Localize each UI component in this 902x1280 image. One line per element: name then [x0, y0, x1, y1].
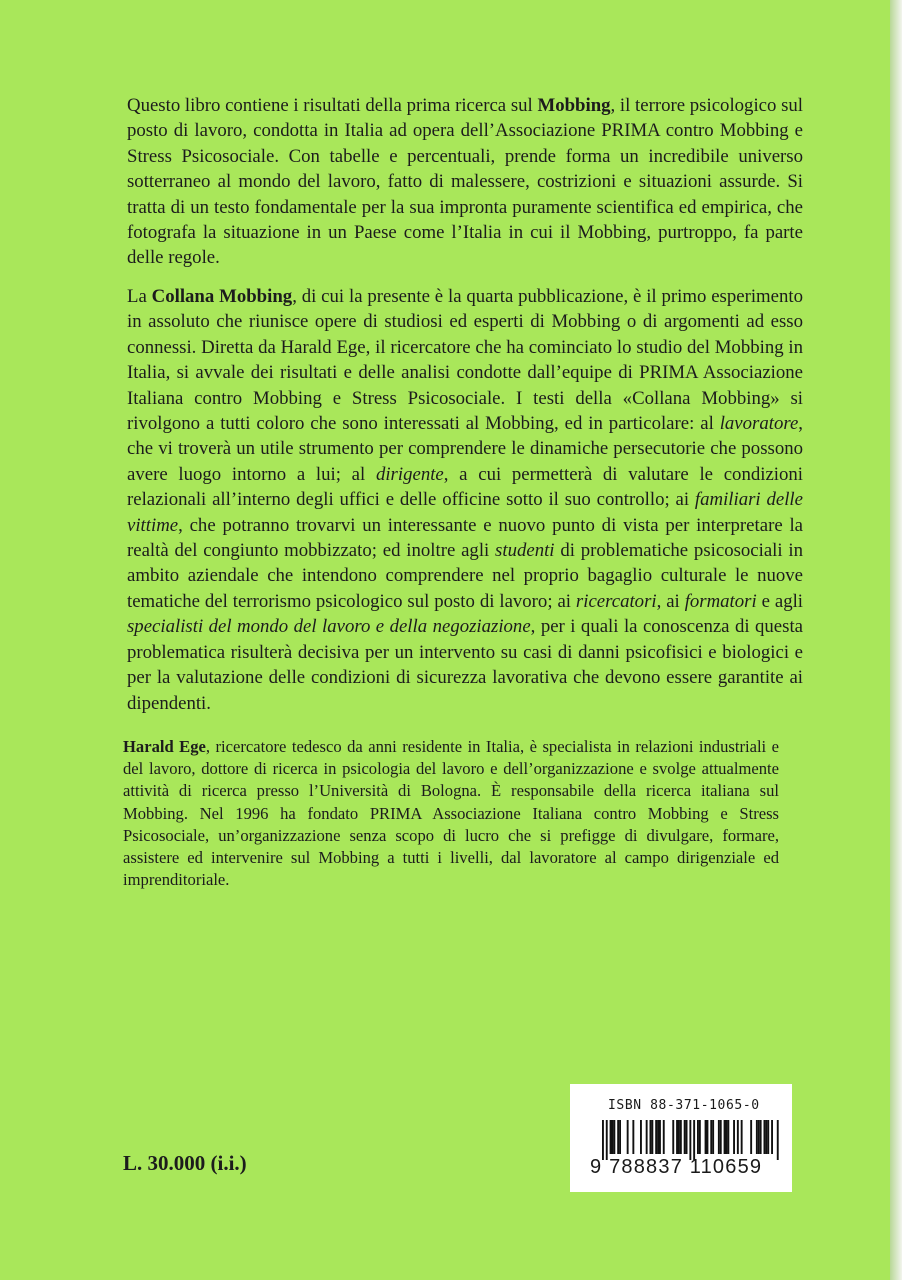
barcode-bar	[724, 1120, 726, 1154]
isbn-text: ISBN 88-371-1065-0	[608, 1098, 760, 1113]
barcode-bar	[650, 1120, 652, 1154]
barcode-bar	[710, 1120, 712, 1154]
barcode-bar	[699, 1120, 701, 1154]
text-run: La	[127, 286, 152, 307]
italic-term: ricercatori	[575, 590, 657, 612]
text-run: Questo libro contiene i risultati della prima ricerca sul	[127, 95, 538, 116]
barcode-bar	[777, 1120, 779, 1160]
author-bio-text: , ricercatore tedesco da anni residente in Italia, è specialista in relazioni industriali e del lavoro, dottore di ricerca in psicologia del lavoro e dell’organizzazione e svolge attualmente attività di ricerca presso l’Università di Bologna. È responsabile della ricerca italiana sul Mobbing. Nel 1996 ha fondato PRIMA Associazione Italiana contro Mobbing e Stress Psicosociale, un’organizzazione senza scopo di lucro che si prefigge di divulgare, formare, assistere ed intervenire sul Mobbing a tutti i livelli, dal lavoratore al campo dirigenziale ed imprenditoriale.	[123, 737, 779, 890]
text-run: , che potranno trovarvi un interessante e nuovo punto di vista per interpretare la realtà del congiunto mobbizzato; ed inoltre agli	[127, 514, 803, 562]
barcode-bar	[659, 1120, 661, 1154]
barcode-bar	[606, 1120, 608, 1160]
barcode-bar	[758, 1120, 760, 1154]
page-edge	[890, 0, 902, 1280]
barcode-bar	[651, 1120, 653, 1154]
barcode-bar	[689, 1120, 691, 1160]
bold-term-mobbing: Mobbing	[537, 95, 611, 116]
text-run: e agli	[756, 590, 804, 612]
barcode-bar	[680, 1120, 682, 1154]
barcode-bar	[737, 1120, 739, 1154]
bold-term-collana: Collana Mobbing	[151, 286, 293, 307]
barcode-bar	[741, 1120, 743, 1154]
barcode-bar	[612, 1120, 614, 1154]
barcode-bar	[712, 1120, 714, 1154]
barcode-label	[570, 1084, 792, 1192]
text-run: , di cui la presente è la quarta pubblicazione, è il primo esperimento in assoluto che riunisce opere di studiosi ed esperti di Mobbing o di argomenti ad esso connessi. Diretta da Harald Ege, il ricercatore che ha cominciato lo studio del Mobbing in Italia, si avvale dei risultati e delle analisi condotte dall’equipe di PRIMA Associazione Italiana contro Mobbing e Stress Psicosociale. I testi della «Collana Mobbing» si rivolgono a tutti coloro che sono interessati al Mobbing, ed in particolare: al	[127, 286, 803, 435]
barcode-bar	[610, 1120, 612, 1154]
barcode-bar	[655, 1120, 657, 1154]
text-run: di problematiche psicosociali in ambito aziendale che intendono comprendere nel proprio bagaglio culturale le nuove tematiche del terrorismo psicologico sul posto di lavoro; ai	[127, 540, 804, 612]
barcode-bar	[705, 1120, 707, 1154]
barcode-bar	[764, 1120, 766, 1154]
barcode-bar	[613, 1120, 615, 1154]
barcode-bar	[640, 1120, 642, 1154]
italic-term: dirigente	[375, 463, 444, 485]
barcode-bar	[657, 1120, 659, 1154]
barcode-bar	[676, 1120, 678, 1154]
barcode-bar	[760, 1120, 762, 1154]
barcode-bar	[646, 1120, 648, 1154]
barcode-bar	[627, 1120, 629, 1154]
text-run: , che vi troverà un utile strumento per comprendere le dinamiche persecutorie che possono avere luogo intorno a lui; al	[127, 413, 803, 485]
barcode-bar	[619, 1120, 621, 1154]
barcode-bar	[771, 1120, 773, 1154]
text-run: , ai	[656, 590, 685, 612]
price: L. 30.000 (i.i.)	[123, 1151, 247, 1175]
text-run: , a cui permetterà di valutare le condizioni relazionali all’interno degli uffici e delle officine sotto il suo controllo; ai	[127, 463, 803, 511]
barcode-bar	[693, 1120, 695, 1160]
barcode-bar	[617, 1120, 619, 1154]
ean-digits: 9 788837 110659	[590, 1156, 763, 1178]
italic-term: familiari delle vittime	[127, 489, 803, 536]
barcode-bar	[632, 1120, 634, 1154]
italic-term: specialisti del mondo del lavoro e della negoziazione	[127, 616, 531, 638]
barcode-bar	[727, 1120, 729, 1154]
italic-term: lavoratore	[719, 413, 799, 435]
barcode-bar	[726, 1120, 728, 1154]
series-paragraph	[101, 284, 803, 716]
barcode-bar	[733, 1120, 735, 1154]
author-bio	[123, 736, 779, 891]
barcode-bar	[767, 1120, 769, 1154]
author-name: Harald Ege	[123, 737, 206, 756]
description-paragraph	[101, 93, 803, 271]
barcode-bar	[765, 1120, 767, 1154]
barcode-bar	[707, 1120, 709, 1154]
barcode-bar	[684, 1120, 686, 1154]
barcode-bar	[750, 1120, 752, 1154]
barcode-icon	[590, 1120, 780, 1160]
barcode-bar	[697, 1120, 699, 1154]
barcode-bar	[756, 1120, 758, 1154]
text-run: , il terrore psicologico sul posto di lavoro, condotta in Italia ad opera dell’Associazione PRIMA contro Mobbing e Stress Psicosociale. Con tabelle e percentuali, prende forma un incredibile universo sotterraneo al mondo del lavoro, fatto di malessere, costrizioni e situazioni assurde. Si tratta di un testo fondamentale per la sua impronta puramente scientifica ed empirica, che fotografa la situazione in un Paese come l’Italia in cui il Mobbing, purtroppo, fa parte delle regole.	[127, 95, 803, 269]
barcode-bar	[663, 1120, 665, 1154]
barcode-bar	[718, 1120, 720, 1154]
text-run: , per i quali la conoscenza di questa problematica risulterà decisiva per un intervento su casi di danni psicofisici e biologici e per la valutazione delle condizioni di sicurezza lavorativa che devono essere garantite ai dipendenti.	[127, 616, 804, 714]
barcode-bar	[602, 1120, 604, 1160]
barcode-bar	[672, 1120, 674, 1154]
barcode-bar	[720, 1120, 722, 1154]
barcode-bar	[686, 1120, 688, 1154]
italic-term: formatori	[684, 590, 757, 612]
barcode-bar	[678, 1120, 680, 1154]
italic-term: studenti	[495, 540, 555, 562]
